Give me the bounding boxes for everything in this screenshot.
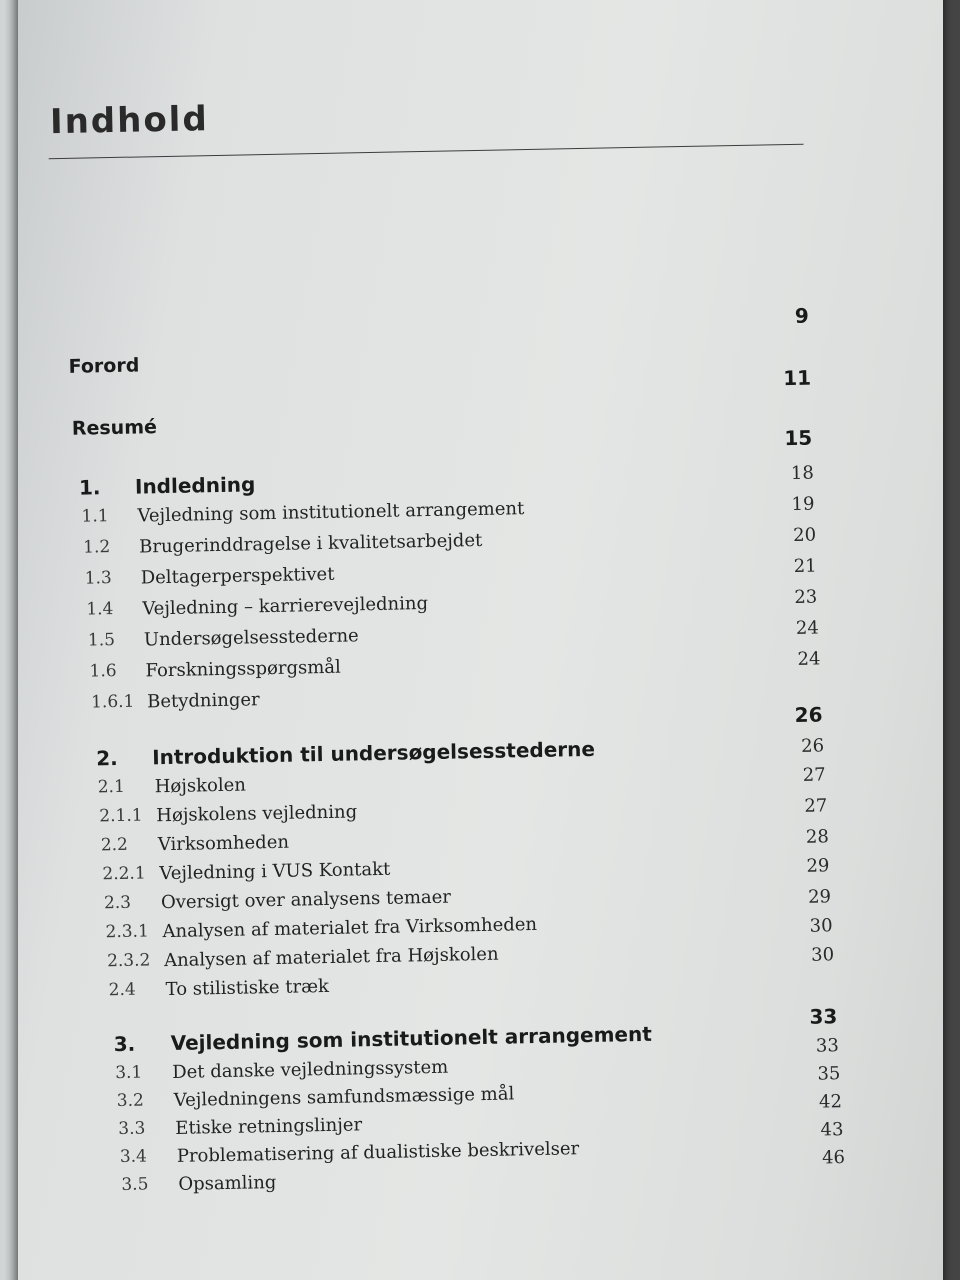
chapter-page: 26 bbox=[794, 702, 823, 727]
page-title: Indhold bbox=[49, 99, 210, 143]
chapter-title: Vejledning som institutionelt arrangement bbox=[170, 1021, 653, 1056]
section-number: 1.3 bbox=[84, 568, 112, 589]
section-number: 2.3.1 bbox=[105, 921, 149, 943]
section-number: 2.2.1 bbox=[102, 863, 146, 885]
section-page: 43 bbox=[820, 1119, 844, 1141]
section-number: 1.6 bbox=[89, 660, 117, 682]
section-title: Virksomheden bbox=[157, 831, 290, 856]
section-title: Vejledningens samfundsmæssige mål bbox=[173, 1083, 515, 1111]
section-page: 29 bbox=[806, 855, 830, 877]
section-number: 1.5 bbox=[87, 630, 116, 651]
section-title: Betydninger bbox=[146, 689, 260, 713]
section-number: 2.1 bbox=[97, 776, 125, 798]
section-page: 42 bbox=[818, 1091, 843, 1113]
section-page: 27 bbox=[804, 795, 828, 817]
chapter-page: 33 bbox=[809, 1004, 838, 1029]
section-title: Oversigt over analysens temaer bbox=[160, 886, 452, 914]
chapter-title: Introduktion til undersøgelsesstederne bbox=[151, 736, 596, 770]
section-page: 19 bbox=[791, 493, 815, 515]
section-page: 46 bbox=[821, 1147, 846, 1169]
section-title: Analysen af materialet fra Højskolen bbox=[163, 943, 499, 972]
section-number: 3.3 bbox=[118, 1118, 146, 1140]
section-number: 1.6.1 bbox=[90, 691, 135, 713]
section-page: 28 bbox=[805, 826, 830, 848]
chapter-title: Indledning bbox=[134, 472, 256, 499]
toc-entry-forord bbox=[0, 303, 955, 381]
section-title: Højskolen bbox=[154, 774, 247, 798]
section-number: 1.4 bbox=[86, 599, 114, 620]
section-title: Problematisering af dualistiske beskrivelser bbox=[176, 1138, 580, 1167]
section-title: Undersøgelsesstederne bbox=[143, 625, 359, 651]
section-page: 20 bbox=[792, 524, 817, 546]
section-title: Det danske vejledningssystem bbox=[172, 1056, 449, 1083]
section-title: Forskningsspørgsmål bbox=[145, 656, 342, 682]
section-title: Deltagerperspektivet bbox=[140, 563, 335, 589]
section-page: 24 bbox=[795, 617, 820, 639]
toc-page-number: 9 bbox=[794, 303, 810, 328]
section-number: 2.1.1 bbox=[99, 805, 143, 827]
section-title: Brugerinddragelse i kvalitetsarbejdet bbox=[138, 529, 483, 558]
toc-page-number: 11 bbox=[782, 365, 812, 391]
title-rule bbox=[49, 144, 804, 159]
section-page: 26 bbox=[800, 735, 825, 757]
section-page: 29 bbox=[807, 886, 832, 908]
section-number: 3.2 bbox=[116, 1090, 145, 1112]
section-number: 1.1 bbox=[81, 506, 109, 527]
section-page: 30 bbox=[809, 915, 833, 937]
section-page: 30 bbox=[811, 944, 835, 966]
section-title: Vejledning som institutionelt arrangement bbox=[137, 498, 525, 527]
section-page: 24 bbox=[797, 648, 821, 670]
section-title: Etiske retningslinjer bbox=[175, 1114, 363, 1139]
toc-label: Resumé bbox=[71, 416, 158, 440]
section-title: Vejledning – karrierevejledning bbox=[142, 592, 429, 620]
section-number: 3.1 bbox=[115, 1062, 143, 1084]
section-title: To stilistiske træk bbox=[165, 975, 330, 1001]
section-number: 2.3 bbox=[103, 892, 132, 914]
chapter-number: 1. bbox=[78, 475, 101, 500]
chapter-page: 15 bbox=[784, 425, 813, 451]
section-page: 27 bbox=[802, 764, 826, 786]
toc-label: Forord bbox=[68, 354, 140, 378]
section-page: 23 bbox=[794, 586, 818, 608]
section-page: 35 bbox=[817, 1063, 841, 1085]
chapter-number: 2. bbox=[95, 745, 118, 771]
section-title: Opsamling bbox=[178, 1172, 277, 1195]
section-number: 3.4 bbox=[119, 1146, 148, 1168]
section-number: 3.5 bbox=[121, 1174, 149, 1195]
section-number: 2.4 bbox=[108, 979, 136, 1001]
section-title: Vejledning i VUS Kontakt bbox=[159, 858, 391, 885]
section-number: 2.2 bbox=[100, 834, 129, 856]
section-title: Højskolens vejledning bbox=[156, 801, 358, 827]
section-number: 2.3.2 bbox=[106, 950, 151, 972]
chapter-number: 3. bbox=[113, 1031, 136, 1057]
section-page: 33 bbox=[815, 1035, 840, 1057]
section-page: 21 bbox=[793, 555, 817, 577]
section-number: 1.2 bbox=[82, 537, 111, 558]
section-page: 18 bbox=[790, 462, 815, 484]
section-title: Analysen af materialet fra Virksomheden bbox=[162, 913, 538, 943]
